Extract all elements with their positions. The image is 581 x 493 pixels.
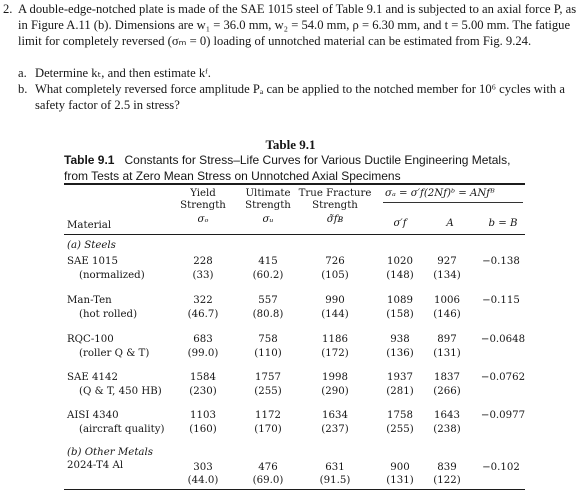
material-name: 2024-T4 Al bbox=[67, 460, 124, 471]
cell-ult-ksi: (69.0) bbox=[252, 475, 284, 486]
cell-A-ksi: (134) bbox=[433, 270, 461, 281]
header-tf-2: Strength bbox=[312, 200, 358, 211]
material-sub: (hot rolled) bbox=[79, 309, 138, 320]
header-tf-1: True Fracture bbox=[298, 188, 372, 199]
cell-ult: 476 bbox=[258, 462, 278, 473]
item-label: b. bbox=[18, 82, 28, 96]
table-number-heading: Table 9.1 bbox=[265, 137, 316, 152]
cell-tf: 631 bbox=[325, 462, 345, 473]
cell-ult: 758 bbox=[258, 334, 278, 345]
cell-A-ksi: (146) bbox=[433, 309, 461, 320]
header-sigf: σ′f bbox=[393, 218, 407, 229]
cell-yield: 322 bbox=[193, 295, 213, 306]
cell-tf: 726 bbox=[325, 256, 345, 267]
material-name: AISI 4340 bbox=[67, 410, 119, 421]
item-text: Determine kₜ, and then estimate kᶠ. bbox=[35, 66, 211, 80]
cell-ult: 557 bbox=[258, 295, 278, 306]
cell-yield-ksi: (230) bbox=[189, 386, 217, 397]
cell-b: −0.115 bbox=[482, 295, 520, 306]
cell-tf: 990 bbox=[325, 295, 345, 306]
cell-tf-ksi: (91.5) bbox=[319, 475, 351, 486]
cell-sigf-ksi: (281) bbox=[386, 386, 414, 397]
cell-b: −0.0762 bbox=[480, 372, 526, 383]
cell-sigf: 938 bbox=[390, 334, 410, 345]
header-yield-2: Strength bbox=[180, 200, 226, 211]
header-ult-1: Ultimate bbox=[245, 188, 291, 199]
material-sub: (normalized) bbox=[79, 270, 145, 281]
header-formula: σₐ = σ′f(2Nƒ)ᵇ = ANƒᴮ bbox=[385, 188, 495, 199]
formula-underline bbox=[383, 202, 523, 203]
material-name: SAE 1015 bbox=[67, 256, 118, 267]
cell-tf-ksi: (144) bbox=[321, 309, 349, 320]
cell-yield-ksi: (99.0) bbox=[187, 348, 219, 359]
header-yield-3: σₒ bbox=[197, 214, 209, 225]
cell-yield: 683 bbox=[193, 334, 213, 345]
cell-yield-ksi: (33) bbox=[192, 270, 214, 281]
material-name: Man-Ten bbox=[67, 295, 112, 306]
header-ult-2: Strength bbox=[245, 200, 291, 211]
item-text: What completely reversed force amplitude Pₐ can be applied to the notched member for 10⁶ cycles with a safety factor of 2.5 in stress? bbox=[35, 82, 565, 112]
cell-yield: 303 bbox=[193, 462, 213, 473]
cell-sigf: 900 bbox=[390, 462, 410, 473]
cell-ult-ksi: (110) bbox=[254, 348, 282, 359]
cell-tf-ksi: (290) bbox=[321, 386, 349, 397]
material-sub: (aircraft quality) bbox=[79, 424, 165, 435]
group-other-metals: (b) Other Metals bbox=[67, 447, 153, 458]
cell-A-ksi: (266) bbox=[433, 386, 461, 397]
cell-A-ksi: (122) bbox=[433, 475, 461, 486]
material-name: SAE 4142 bbox=[67, 372, 118, 383]
cell-A: 839 bbox=[437, 462, 457, 473]
cell-sigf-ksi: (158) bbox=[386, 309, 414, 320]
header-ult-3: σᵤ bbox=[262, 214, 274, 225]
problem-intro: A double-edge-notched plate is made of the SAE 1015 steel of Table 9.1 and is subjected to an axial force P, as in Figure A.11 (b). Dimensions are w₁ = 36.0 mm, w₂ = 54.0 mm, ρ = 6.30 mm, and t = 5.00 mm. The fatigue limit for completely reversed (σₘ = 0) loading of unnotched material can be estimated from Fig. 9.24. bbox=[18, 2, 577, 48]
cell-b: −0.138 bbox=[482, 256, 520, 267]
cell-yield: 1103 bbox=[190, 410, 216, 421]
cell-tf-ksi: (172) bbox=[321, 348, 349, 359]
cell-sigf-ksi: (131) bbox=[386, 475, 414, 486]
cell-A: 1006 bbox=[434, 295, 460, 306]
cell-sigf: 1089 bbox=[387, 295, 413, 306]
cell-A: 1643 bbox=[434, 410, 460, 421]
cell-tf: 1998 bbox=[322, 372, 348, 383]
cell-sigf: 1758 bbox=[387, 410, 413, 421]
cell-A: 1837 bbox=[434, 372, 460, 383]
header-yield-1: Yield bbox=[190, 188, 216, 199]
cell-sigf: 1937 bbox=[387, 372, 413, 383]
header-material: Material bbox=[67, 220, 112, 231]
cell-A-ksi: (238) bbox=[433, 424, 461, 435]
cell-yield: 228 bbox=[193, 256, 213, 267]
cell-ult: 415 bbox=[258, 256, 278, 267]
header-tf-3: σ̃fʙ bbox=[326, 214, 344, 225]
material-sub: (Q & T, 450 HB) bbox=[79, 386, 162, 397]
cell-b: −0.0648 bbox=[480, 334, 526, 345]
item-label: a. bbox=[18, 66, 27, 80]
cell-ult-ksi: (255) bbox=[254, 386, 282, 397]
cell-yield: 1584 bbox=[190, 372, 216, 383]
cell-ult-ksi: (80.8) bbox=[252, 309, 284, 320]
cell-yield-ksi: (160) bbox=[189, 424, 217, 435]
cell-ult-ksi: (170) bbox=[254, 424, 282, 435]
material-sub: (roller Q & T) bbox=[79, 348, 150, 359]
cell-A: 897 bbox=[437, 334, 457, 345]
cell-sigf: 1020 bbox=[387, 256, 413, 267]
cell-tf-ksi: (105) bbox=[321, 270, 349, 281]
group-steels: (a) Steels bbox=[67, 240, 116, 251]
cell-sigf-ksi: (136) bbox=[386, 348, 414, 359]
cell-A-ksi: (131) bbox=[433, 348, 461, 359]
cell-sigf-ksi: (148) bbox=[386, 270, 414, 281]
header-A: A bbox=[446, 218, 454, 229]
cell-yield-ksi: (44.0) bbox=[187, 475, 219, 486]
cell-A: 927 bbox=[437, 256, 457, 267]
cell-tf-ksi: (237) bbox=[321, 424, 349, 435]
cell-b: −0.0977 bbox=[480, 410, 526, 421]
material-name: RQC-100 bbox=[67, 334, 114, 345]
problem-number: 2. bbox=[3, 2, 13, 16]
cell-yield-ksi: (46.7) bbox=[187, 309, 219, 320]
caption-label: Table 9.1 bbox=[64, 153, 115, 167]
caption-text: Constants for Stress–Life Curves for Various Ductile Engineering Metals, from Tests at Zero Mean Stress on Unnotched Axial Specimens bbox=[64, 153, 511, 183]
cell-ult: 1172 bbox=[255, 410, 281, 421]
cell-ult: 1757 bbox=[255, 372, 281, 383]
cell-sigf-ksi: (255) bbox=[386, 424, 414, 435]
cell-ult-ksi: (60.2) bbox=[252, 270, 284, 281]
cell-b: −0.102 bbox=[482, 462, 520, 473]
cell-tf: 1186 bbox=[322, 334, 348, 345]
cell-tf: 1634 bbox=[322, 410, 348, 421]
header-b: b = B bbox=[488, 218, 518, 229]
